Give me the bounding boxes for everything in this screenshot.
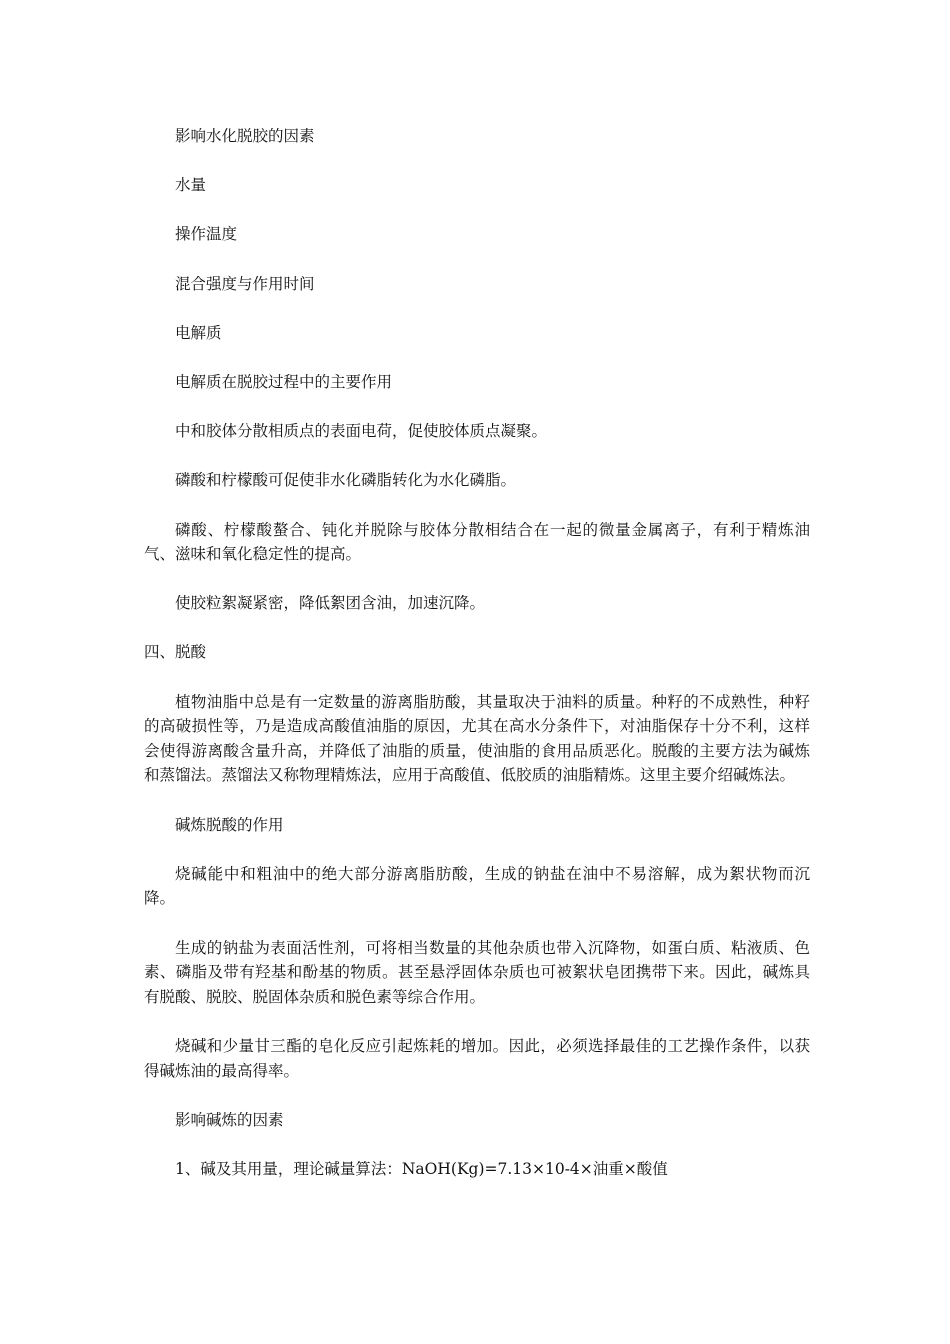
paragraph: 碱炼脱酸的作用 [175, 815, 284, 834]
paragraph: 烧碱和少量甘三酯的皂化反应引起炼耗的增加。因此，必须选择最佳的工艺操作条件，以获得碱炼油的最高得率。 [144, 1036, 810, 1080]
paragraph: 烧碱能中和粗油中的绝大部分游离脂肪酸，生成的钠盐在油中不易溶解，成为絮状物而沉降。 [144, 864, 810, 908]
paragraph: 电解质在脱胶过程中的主要作用 [175, 372, 393, 391]
paragraph: 植物油脂中总是有一定数量的游离脂肪酸，其量取决于油料的质量。种籽的不成熟性，种籽的高破损性等，乃是造成高酸值油脂的原因，尤其在高水分条件下，对油脂保存十分不利，这样会使得游离酸含量升高，并降低了油脂的质量，使油脂的食用品质恶化。脱酸的主要方法为碱炼和蒸馏法。蒸馏法又称物理精炼法，应用于高酸值、低胶质的油脂精炼。这里主要介绍碱炼法。 [144, 692, 810, 785]
paragraph: 使胶粒絮凝紧密，降低絮团含油，加速沉降。 [175, 594, 486, 613]
paragraph: 中和胶体分散相质点的表面电荷，促使胶体质点凝聚。 [175, 422, 548, 441]
paragraph: 影响碱炼的因素 [175, 1110, 284, 1129]
paragraph: 混合强度与作用时间 [175, 274, 315, 293]
paragraph: 电解质 [175, 323, 222, 342]
paragraph: 生成的钠盐为表面活性剂，可将相当数量的其他杂质也带入沉降物，如蛋白质、粘液质、色素、磷脂及带有羟基和酚基的物质。甚至悬浮固体杂质也可被絮状皂团携带下来。因此，碱炼具有脱酸、脱胶、脱固体杂质和脱色素等综合作用。 [144, 938, 810, 1006]
paragraph: 水量 [175, 176, 207, 195]
section-heading: 四、脱酸 [144, 643, 207, 662]
paragraph: 磷酸和柠檬酸可促使非水化磷脂转化为水化磷脂。 [175, 471, 517, 490]
paragraph: 操作温度 [175, 225, 238, 244]
paragraph: 1、碱及其用量，理论碱量算法：NaOH(Kg)=7.13×10-4×油重×酸值 [175, 1159, 668, 1178]
paragraph: 影响水化脱胶的因素 [175, 127, 315, 145]
paragraph: 磷酸、柠檬酸螯合、钝化并脱除与胶体分散相结合在一起的微量金属离子，有利于精炼油气、滋味和氧化稳定性的提高。 [144, 520, 810, 564]
